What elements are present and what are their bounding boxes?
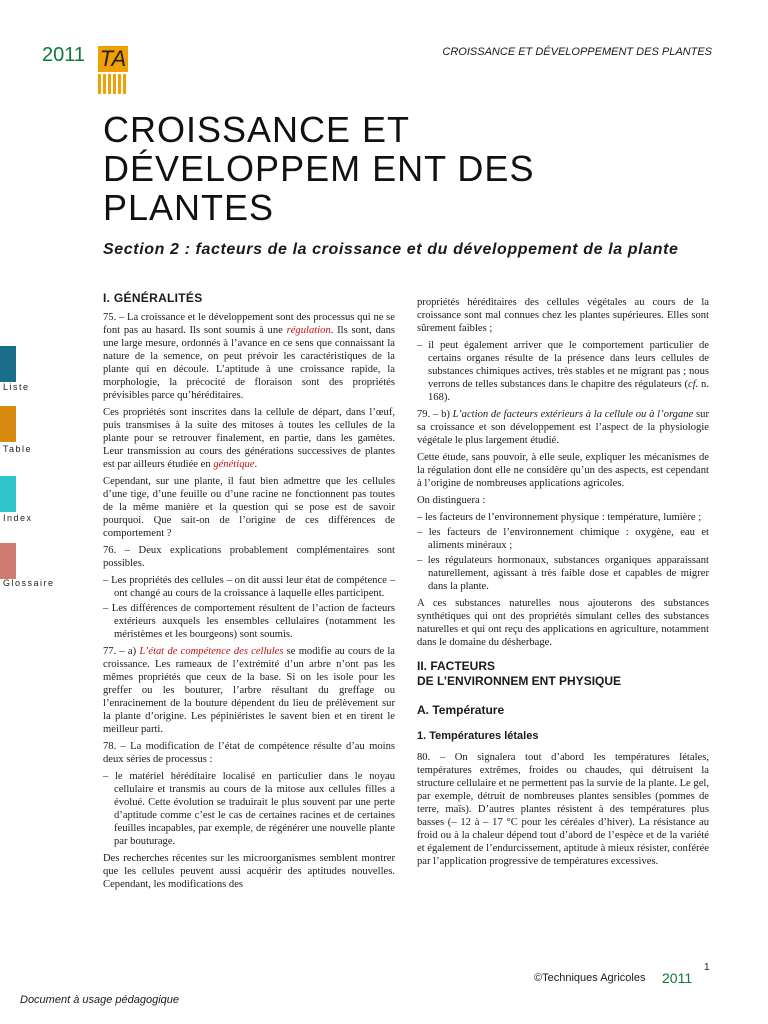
paragraph-76: 76. – Deux explications probablement complémentaires sont possibles. — [103, 545, 395, 569]
paragraph-distinguera: On distinguera : — [417, 495, 486, 506]
paragraph-etude: Cette étude, sans pouvoir, à elle seule, expliquer les mécanismes de la régulation dont elle ne considère qu’un des aspects, est cependant à l’origine de nombreuses applications agricoles. — [417, 452, 709, 489]
section-title: Section 2 : facteurs de la croissance et du développement de la plante — [103, 241, 679, 258]
list-item: – les régulateurs hormonaux, substances organiques apparaissant naturellement, agissant à très faible dose et capables de migrer dans la plante. — [417, 555, 709, 592]
heading-facteurs-physique: II. FACTEURS DE L’ENVIRONNEM ENT PHYSIQUE — [417, 659, 622, 688]
column-right — [417, 296, 709, 872]
logo-text: TA — [99, 46, 127, 71]
heading-temperature: A. Température — [417, 703, 505, 717]
tab-table-marker[interactable] — [0, 406, 16, 442]
heading-generalites: I. GÉNÉRALITÉS — [103, 291, 203, 305]
tab-index[interactable]: Index — [3, 513, 33, 523]
paragraph-recherches: Des recherches récentes sur les microorganismes semblent montrer que les cellules peuvent aussi acquérir des aptitudes nouvelles. Cependant, les modifications des — [103, 853, 395, 890]
list-item: – il peut également arriver que le comportement particulier de certains organes résulte de la présence dans leurs cellules de substances chimiques actives, très stables et ne migrant pas ; nous verrons de telles substances dans le chapitre des régulateurs (cf. n. 168). — [417, 340, 709, 403]
tab-liste-marker[interactable] — [0, 346, 16, 382]
paragraph-78: 78. – La modification de l’état de compétence résulte d’au moins deux séries de processus : — [103, 741, 395, 765]
tab-table[interactable]: Table — [3, 444, 33, 454]
list-item: – les facteurs de l’environnement chimique : oxygène, eau et aliments minéraux ; — [417, 527, 709, 551]
paragraph-continuation: propriétés héréditaires des cellules végétales au cours de la croissance sont mal connues chez les plantes supérieures. Elles sont sûrement faibles ; — [417, 297, 709, 334]
paragraph-79: 79. – b) L’action de facteurs extérieurs à la cellule ou à l’organe sur sa croissance et son développement est l’aspect de la physiologie végétale le plus largement étudié. — [417, 409, 709, 446]
link-regulation[interactable]: régulation — [286, 325, 331, 336]
page-number: 1 — [704, 962, 710, 973]
list-item: – Les différences de comportement résultent de l’action de facteurs extérieurs auxquels les ensembles cellulaires (notamment les méristèmes et les bourgeons) sont soumis. — [103, 603, 395, 640]
title-line-1: CROISSANCE ET — [103, 109, 411, 150]
paragraph-77: 77. – a) L’état de compétence des cellules se modifie au cours de la croissance. Les rameaux de l’extrémité d’un arbre n’ont pas les mêmes propriétés que ceux de la base. Si on les isole pour les greffer ou les bouturer, l’arbre résultant du greffage ou l’enracinement de la bouture dépendent du lieu de prélèvement sur la plante d’origine. Les pépiniéristes le savent bien et en tirent le meilleur parti. — [103, 646, 395, 735]
paragraph-cellule: Ces propriétés sont inscrites dans la cellule de départ, dans l’œuf, puis transmises à la suite des mitoses à toutes les cellules de la plante pour se retrouver finalement, en partie, dans les gamètes. Leur transmission au cours des générations successives de plantes est par ailleurs étudiée en génétique. — [103, 407, 395, 470]
link-etat-competence[interactable]: L’état de compétence des cellules — [139, 646, 284, 657]
heading-temperatures-letales: 1. Températures létales — [417, 730, 539, 742]
running-title: CROISSANCE ET DÉVELOPPEMENT DES PLANTES — [442, 46, 712, 58]
list-item: – les facteurs de l’environnement physique : température, lumière ; — [417, 512, 702, 523]
paragraph-80: 80. – On signalera tout d’abord les températures létales, températures extrêmes, froides ou chaudes, qui détruisent la structure cellulaire et ne permettent pas la survie de la plante. Le gel, par exemple, détruit de nombreuses plantes sensibles (pommes de terre, maïs). D’autres plantes résistent à des températures plus basses (– 12 à – 17 °C pour les céréales d’hiver). La résistance au froid ou à la chaleur dépend tout d’abord de l’espèce et de la variété et également de l’endurcissement, aptitude à mieux résister, conférée par l’application progressive de températures excessives. — [417, 752, 709, 867]
ta-logo — [98, 46, 128, 94]
footer-year: 2011 — [662, 970, 693, 986]
header-year: 2011 — [42, 44, 86, 66]
title-line-2: DÉVELOPPEM ENT DES PLANTES — [103, 148, 535, 228]
list-item: – le matériel héréditaire localisé en particulier dans le noyau cellulaire et transmis au cours de la mitose aux cellules filles a évolué. Cette évolution se traduirait le plus souvent par une perte d’aptitude comme c’est le cas de certaines racines et de certaines feuilles incapables, par exemple, de régénérer une nouvelle plante par bouturage. — [103, 771, 395, 847]
tab-index-marker[interactable] — [0, 476, 16, 512]
tab-glossaire[interactable]: Glossaire — [3, 578, 55, 588]
tab-glossaire-marker[interactable] — [0, 543, 16, 579]
footer-note: Document à usage pédagogique — [20, 994, 180, 1006]
paragraph-substances: A ces substances naturelles nous ajouterons des substances synthétiques qui ont des propriétés simulant celles des substances naturelles et qui ont reçu des applications en agriculture, notamment dans le domaine du désherbage. — [417, 598, 709, 648]
tab-liste[interactable]: Liste — [3, 382, 30, 392]
link-genetique[interactable]: génétique — [213, 459, 255, 470]
list-item: – Les propriétés des cellules – on dit aussi leur état de compétence – ont changé au cours de la croissance à laquelle elles participent. — [103, 575, 395, 599]
column-left — [103, 292, 395, 895]
logo-stripes — [98, 74, 128, 94]
copyright: ©Techniques Agricoles — [534, 972, 646, 984]
paragraph-cependant: Cependant, sur une plante, il faut bien admettre que les cellules d’une tige, d’une feuille ou d’une racine ne fonctionnent pas toutes de la même manière et la question qui se pose est de savoir pourquoi. Que sait-on de l’origine de ces différences de comportement ? — [103, 476, 395, 539]
paragraph-75: 75. – La croissance et le développement sont des processus qui ne se font pas au hasard. Ils sont soumis à une régulation. Ils sont, dans une large mesure, ordonnés à l’avance en ce sens que connaissant la nature de la semence, on peut prévoir les caractéristiques de la plante qui en découle. L’aptitude à une croissance rapide, la morphologie, la précocité de floraison sont des propriétés prévisibles parce qu’héréditaires. — [103, 312, 396, 401]
page-title — [103, 110, 703, 227]
